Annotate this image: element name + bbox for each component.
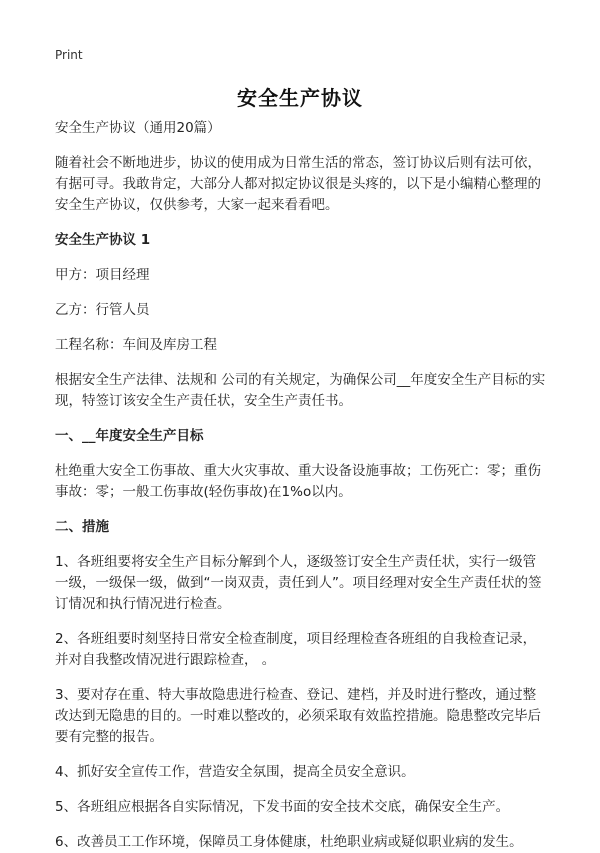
print-label: Print xyxy=(55,48,83,62)
subtitle: 安全生产协议（通用20篇） xyxy=(55,120,221,136)
section-title: 安全生产协议 1 xyxy=(55,232,151,248)
measure-item: 1、各班组要将安全生产目标分解到个人，逐级签订安全生产责任状，实行一级管一级，一级保一级，做到“一岗双责，责任到人”。项目经理对安全生产责任状的签订情况和执行情况进行检查。 xyxy=(55,554,542,612)
party-b: 乙方：行管人员 xyxy=(55,302,150,318)
measure-item: 5、各班组应根据各自实际情况，下发书面的安全技术交底，确保安全生产。 xyxy=(55,799,510,815)
measure-item: 6、改善员工工作环境，保障员工身体健康，杜绝职业病或疑似职业病的发生。 xyxy=(55,834,523,850)
measure-item: 2、各班组要时刻坚持日常安全检查制度，项目经理检查各班组的自我检查记录，并对自我整改情况进行跟踪检查， 。 xyxy=(55,631,537,668)
purpose-paragraph: 根据安全生产法律、法规和 公司的有关规定，为确保公司__年度安全生产目标的实现，特签订该安全生产责任状，安全生产责任书。 xyxy=(55,372,546,409)
page-title: 安全生产协议 xyxy=(237,86,363,110)
measure-item: 3、要对存在重、特大事故隐患进行检查、登记、建档，并及时进行整改，通过整改达到无隐患的目的。一时难以整改的，必须采取有效监控措施。隐患整改完毕后要有完整的报告。 xyxy=(55,687,541,745)
measure-item: 4、抓好安全宣传工作，营造安全氛围，提高全员安全意识。 xyxy=(55,764,415,780)
intro-paragraph: 随着社会不断地进步，协议的使用成为日常生活的常态，签订协议后则有法可依，有据可寻。我敢肯定，大部分人都对拟定协议很是头疼的，以下是小编精心整理的安全生产协议，仅供参考，大家一起来看看吧。 xyxy=(55,155,541,213)
measures-heading: 二、措施 xyxy=(55,519,109,535)
goal-text: 杜绝重大安全工伤事故、重大火灾事故、重大设备设施事故；工伤死亡：零；重伤事故：零；一般工伤事故(轻伤事故)在1%o以内。 xyxy=(55,463,541,500)
project-name: 工程名称：车间及库房工程 xyxy=(55,337,217,353)
document-body xyxy=(55,118,547,853)
party-a: 甲方：项目经理 xyxy=(55,267,150,283)
goal-heading: 一、__年度安全生产目标 xyxy=(55,428,204,444)
